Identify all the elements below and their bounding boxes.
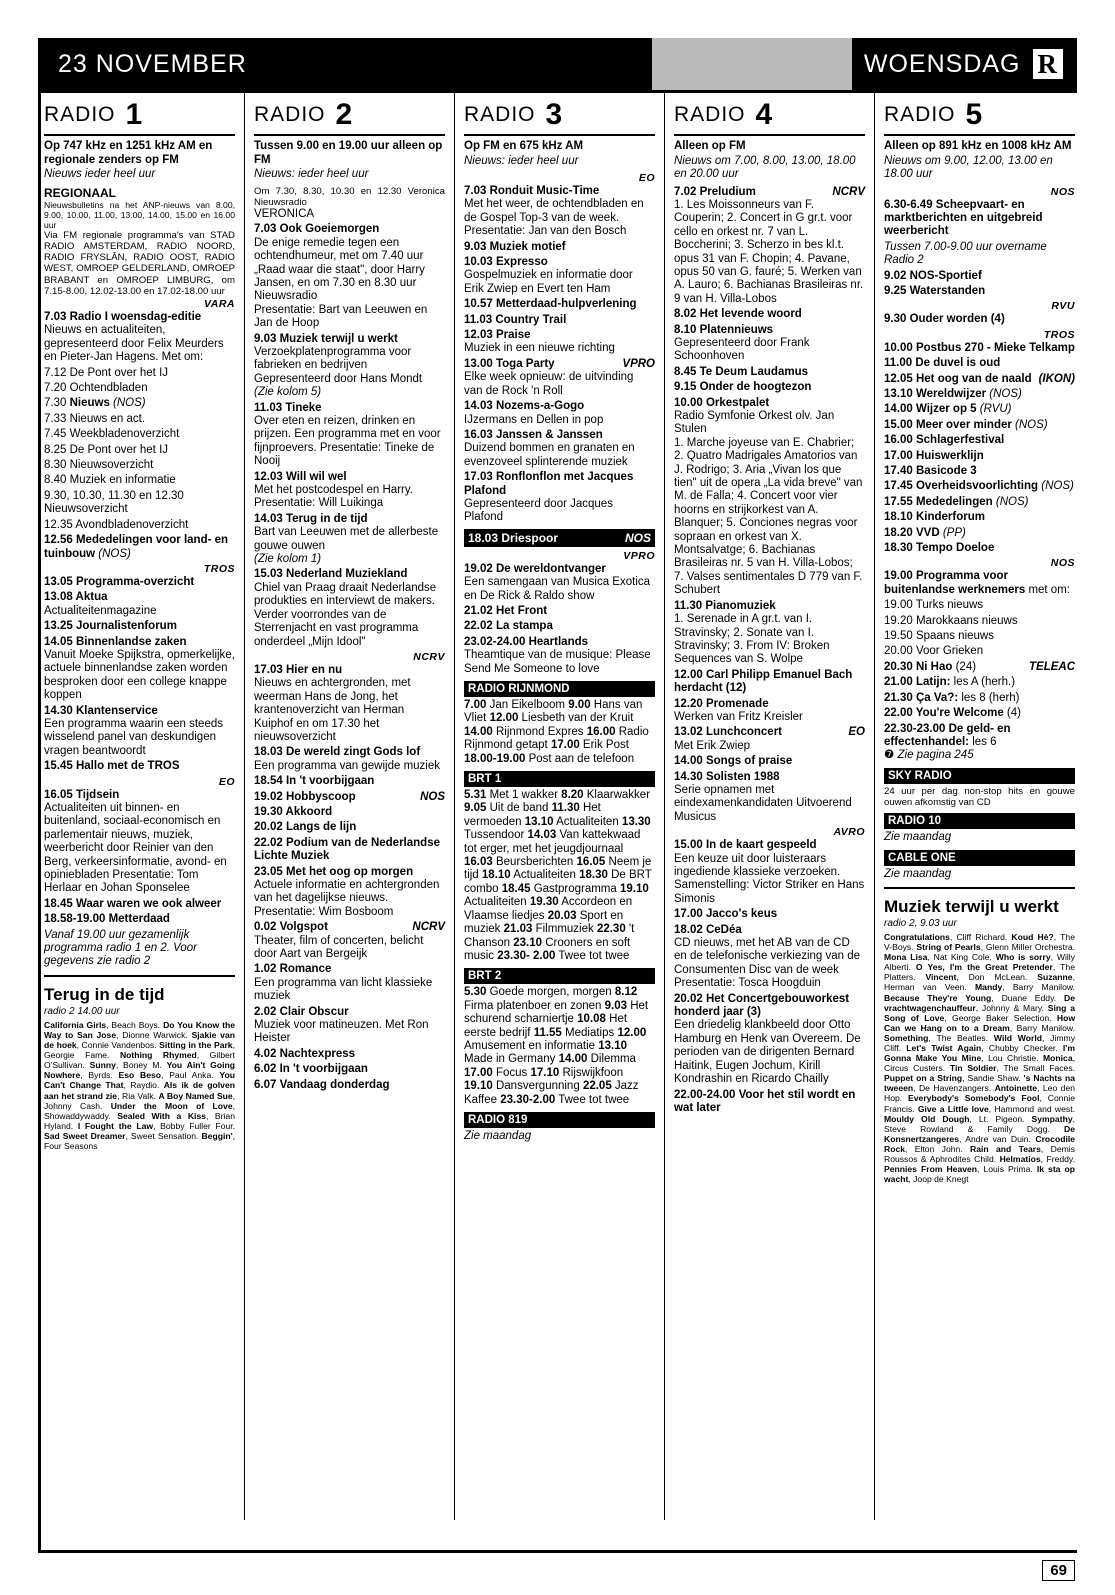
header-logo: R bbox=[1033, 49, 1064, 79]
program-entry: 11.03 Country Trail bbox=[464, 313, 567, 326]
program-entry: 13.00 Toga Party VPRO Elke week opnieuw: de uitvinding van de Rock 'n Roll bbox=[464, 357, 655, 397]
program-entry: 14.05 Binnenlandse zaken Vanuit Moeke Spijkstra, opmerkelijke, actuele binnenlandse zaken worden besproken door een college knappe koppen bbox=[44, 635, 235, 702]
station-number: 2 bbox=[335, 98, 353, 131]
program-entry: 14.30 Klantenservice Een programma waarin een steeds wisselend panel van deskundigen vragen beantwoordt bbox=[44, 704, 223, 757]
broadcaster-label: TROS bbox=[1043, 328, 1075, 341]
station-rule bbox=[44, 134, 235, 136]
program-entry: 22.00-24.00 Voor het stil wordt en wat later bbox=[674, 1088, 856, 1114]
program-entry: 9.03 Muziek motief bbox=[464, 240, 566, 253]
program-entry: 20.30 Ni Hao (24) TELEAC bbox=[884, 660, 1075, 673]
program-entry: 7.45 Weekbladenoverzicht bbox=[44, 428, 180, 441]
station-header-5 bbox=[884, 93, 1075, 134]
program-entry: 12.56 Mededelingen voor land- en tuinbouw (NOS) bbox=[44, 534, 229, 560]
small-note: Om 7.30, 8.30, 10.30 en 12.30 Veronica Nieuwsradio bbox=[254, 185, 445, 208]
program-entry: 10.03 Expresso Gospelmuziek en informatie door Erik Zwiep en Evert ten Ham bbox=[464, 256, 633, 295]
program-entry: 11.00 De duvel is oud bbox=[884, 357, 1001, 370]
program-entry: VERONICA bbox=[254, 207, 315, 220]
header-gray-block bbox=[652, 38, 852, 90]
broadcaster-label: VPRO bbox=[623, 549, 655, 562]
station-name: RADIO bbox=[44, 103, 116, 126]
program-entry: 15.00 Meer over minder (NOS) bbox=[884, 418, 1048, 431]
program-entry: 12.00 Carl Philipp Emanuel Bach herdacht (12) bbox=[674, 668, 853, 695]
fine-print-list: California Girls, Beach Boys. Do You Know the Way to San Jose, Dionne Warwick. Sjakie van de hoek, Connie Vandenbos. Sitting in the Park, Georgie Fame. Nothing Rhymed, Gilbert O'Sullivan. Sunny, Boney M. You Ain't Going Nowhere, Byrds. Eso Beso, Paul Anka. You Can't Change That, Raydio. Als ik de golven aan het strand zie, Ria Valk. A Boy Named Sue, Johnny Cash. Under the Moon of Love, Showaddywaddy. Sealed With a Kiss, Brian Hyland. I Fought the Law, Bobby Fuller Four. Sad Sweet Dreamer, Sweet Sensation. Beggin', Four Seasons bbox=[44, 1019, 236, 1151]
news-schedule: Nieuws om 9.00, 12.00, 13.00 en 18.00 uur bbox=[884, 154, 1053, 180]
program-entry: 18.45 Waar waren we ook alweer bbox=[44, 897, 222, 910]
frequency-info: Op 747 kHz en 1251 kHz AM en regionale zenders op FM bbox=[44, 140, 213, 166]
news-schedule: Nieuws: ieder heel uur bbox=[464, 154, 579, 167]
frequency-info: Alleen op 891 kHz en 1008 kHz AM bbox=[884, 140, 1072, 152]
program-entry: 6.30-6.49 Scheepvaart- en marktberichten en uitgebreid weerbericht bbox=[884, 198, 1043, 238]
program-entry: 10.00 Postbus 270 - Mieke Telkamp bbox=[884, 341, 1075, 354]
program-entry: 18.54 In 't voorbijgaan bbox=[254, 775, 375, 788]
program-entry: 19.02 De wereldontvanger Een samengaan van Musica Exotica en De Rick & Raldo show bbox=[464, 562, 651, 602]
broadcaster-label: NOS bbox=[1050, 557, 1075, 570]
program-entry: 14.03 Nozems-a-Gogo IJzermans en Dellen in pop bbox=[464, 400, 604, 426]
small-note: 24 uur per dag non-stop hits en gouwe ouwen afkomstig van CD bbox=[884, 785, 1075, 808]
program-entry: 18.03 De wereld zingt Gods lof Een programma van gewijde muziek bbox=[254, 746, 441, 772]
program-entry: 21.02 Het Front bbox=[464, 604, 548, 617]
header-day: WOENSDAG bbox=[863, 49, 1021, 78]
station-rule bbox=[254, 134, 445, 136]
radio-column-3 bbox=[455, 93, 665, 1520]
broadcaster-label: NCRV bbox=[413, 650, 445, 663]
station-subheading: BRT 1 bbox=[464, 771, 655, 787]
program-entry: 19.00 Programma voor buitenlandse werknemers met om: bbox=[884, 570, 1070, 596]
program-entry: 9.30, 10.30, 11.30 en 12.30 Nieuwsoverzicht bbox=[44, 489, 184, 516]
program-entry: 0.02 Volgspot NCRV Theater, film of concerten, belicht door Aart van Bergeijk bbox=[254, 921, 445, 961]
program-entry: 23.02-24.00 Heartlands Theamtique van de musique: Please Send Me Someone to love bbox=[464, 635, 651, 675]
program-entry: 6.02 In 't voorbijgaan bbox=[254, 1063, 368, 1076]
program-entry: 12.35 Avondbladenoverzicht bbox=[44, 518, 189, 531]
note-italic: Vanaf 19.00 uur gezamenlijk programma radio 1 en 2. Voor gegevens zie radio 2 bbox=[44, 928, 197, 968]
program-entry: 16.00 Schlagerfestival bbox=[884, 434, 1005, 447]
station-subheading: SKY RADIO bbox=[884, 768, 1075, 784]
program-entry: 9.15 Onder de hoogtezon bbox=[674, 381, 812, 394]
program-entry: 14.03 Terug in de tijd Bart van Leeuwen met de allerbeste gouwe ouwen (Zie kolom 1) bbox=[254, 512, 439, 566]
radio-column-1 bbox=[38, 93, 245, 1520]
program-entry: 1.02 Romance Een programma van licht klassieke muziek bbox=[254, 963, 433, 1003]
program-entry: 19.30 Akkoord bbox=[254, 805, 333, 818]
news-schedule: Nieuws om 7.00, 8.00, 13.00, 18.00 en 20.00 uur bbox=[674, 154, 856, 180]
radio-column-4 bbox=[665, 93, 875, 1520]
program-entry: 15.45 Hallo met de TROS bbox=[44, 760, 180, 773]
broadcaster-label: RVU bbox=[1051, 300, 1075, 313]
program-entry: 20.00 Voor Grieken bbox=[884, 645, 984, 658]
program-entry: 17.03 Hier en nu Nieuws en achtergronden, met weerman Hans de Jong, het krantenoverzicht van Herman Kuiphof en om 17.30 het nieuwsoverzicht bbox=[254, 663, 411, 743]
page-header bbox=[38, 38, 1077, 90]
program-entry: 15.03 Nederland Muziekland Chiel van Praag draait Nederlandse produkties en interviewt de makers. Verder voorrondes van de Sterrenjacht en vast programma onderdeel „Mijn Idool" bbox=[254, 568, 437, 648]
station-number: 3 bbox=[545, 98, 563, 131]
station-header-4 bbox=[674, 93, 865, 134]
program-entry: 6.07 Vandaag donderdag bbox=[254, 1078, 390, 1091]
fine-print-list: Congratulations, Cliff Richard. Koud Hè?, The V-Boys. String of Pearls, Glenn Miller Orchestra. Mona Lisa, Nat King Cole. Who is sorry, Willy Alberti. O Yes, I'm the Great Pretender, The Platters. Vincent, Don McLean. Suzanne, Herman van Veen. Mandy, Barry Manilow. Because They're Young, Duane Eddy. De vrachtwagenchauffeur, Johnny & Mary. Sing a Song of Love, George Baker Selection. How Can we Hang on to a Dream, Barry Manilow. Something, The Beatles. Wild World, Jimmy Cliff. Let's Twist Again, Chubby Checker. I'm Gonna Make You Mine, Lou Christie. Monica, Circus Custers. Tin Soldier, The Small Faces. Puppet on a String, Sandie Shaw. 's Nachts na tweeen, De Havenzangers. Antoinette, Leo den Hop. Everybody's Somebody's Fool, Connie Francis. Give a Little love, Hammond and west. Mouldy Old Dough, Lt. Pigeon. Sympathy, Steve Rowland & Family Dogg. De Konsnertzangeres, Andre van Duin. Crocodile Rock, Elton John. Rain and Tears, Demis Roussos & Aphrodites Child. Helmatios, Freddy. Pennies From Heaven, Louis Prima. Ik sta op wacht, Joop de Knegt bbox=[884, 931, 1076, 1185]
broadcaster-label: EO bbox=[218, 775, 235, 788]
note-italic: Zie maandag bbox=[464, 1129, 532, 1142]
station-name: RADIO bbox=[884, 103, 956, 126]
news-schedule: Nieuws ieder heel uur bbox=[44, 168, 156, 180]
program-entry: 18.20 VVD (PP) bbox=[884, 526, 966, 539]
program-entry: 19.20 Marokkaans nieuws bbox=[884, 614, 1018, 627]
station-subheading: RADIO RIJNMOND bbox=[464, 681, 655, 697]
station-subheading: RADIO 10 bbox=[884, 813, 1075, 829]
program-entry: 19.50 Spaans nieuws bbox=[884, 630, 994, 643]
station-rule bbox=[674, 134, 865, 136]
program-entry: 13.05 Programma-overzicht bbox=[44, 575, 195, 588]
small-note: Via FM regionale programma's van STAD RADIO AMSTERDAM, RADIO NOORD, RADIO FRYSLÂN, RADIO OOST, RADIO WEST, OMROEP GELDERLAND, OMROEP BRABANT en OMROEP LIMBURG, om 7.15-8.00, 12.02-13.00 en 17.02-18.00 uur bbox=[44, 229, 235, 297]
program-entry: 8.40 Muziek en informatie bbox=[44, 474, 176, 487]
program-entry: 9.02 NOS-Sportief bbox=[884, 269, 982, 282]
feature-heading: Terug in de tijd bbox=[44, 984, 165, 1004]
program-entry: 12.03 Will wil wel Met het postcodespel en Harry. Presentatie: Will Luikinga bbox=[254, 470, 413, 510]
program-entry: 9.03 Muziek terwijl u werkt Verzoekplatenprogramma voor fabrieken en bedrijven Gepresenteerd door Hans Mondt (Zie kolom 5) bbox=[254, 332, 423, 399]
program-entry: 20.02 Het Concertgebouworkest honderd jaar (3) Een driedelig klankbeeld door Otto Hamburg en Henk van Overeem. De perioden van de dirigenten Bernard Haitink, Eugen Jochum, Kirill Kondrashin en Ricardo Chailly bbox=[674, 992, 861, 1086]
program-entry: 17.40 Basicode 3 bbox=[884, 465, 977, 477]
frequency-info: Alleen op FM bbox=[674, 140, 746, 152]
highlight-broadcaster: NOS bbox=[624, 530, 651, 545]
frequency-info: Tussen 9.00 en 19.00 uur alleen op FM bbox=[254, 140, 443, 166]
station-rule bbox=[464, 134, 655, 136]
radio-column-2 bbox=[245, 93, 455, 1520]
program-entry: 18.58-19.00 Metterdaad bbox=[44, 913, 170, 926]
program-entry: 5.31 Met 1 wakker 8.20 Klaarwakker 9.05 Uit de band 11.30 Het vermoeden 13.10 Actualiteiten 13.30 Tussendoor 14.03 Van kattekwaad tot erger, met het jeugdjournaal 16.03 Beursberichten 16.05 Neem je tijd 18.10 Actualiteiten 18.30 De BRT combo 18.45 Gastprogramma 19.10 Actualiteiten 19.30 Accordeon en Vlaamse liedjes 20.03 Sport en muziek 21.03 Filmmuziek 22.30 't Chanson 23.10 Crooners en soft music 23.30- 2.00 Twee tot twee bbox=[464, 789, 652, 962]
program-entry: 21.00 Latijn: les A (herh.) bbox=[884, 676, 1016, 689]
program-entry: 7.03 Ook Goeiemorgen De enige remedie tegen een ochtendhumeur, met om 7.40 uur „Raad waar die staat", door Harry Jansen, en om 7.30 en 8.30 uur Nieuwsradio Presentatie: Bart van Leeuwen en Jan de Hoop bbox=[254, 223, 428, 330]
program-entry: 7.03 Radio I woensdag-editie Nieuws en actualiteiten, gepresenteerd door Felix Meurders en Pieter-Jan Hagens. Met om: bbox=[44, 311, 224, 364]
program-entry: 23.05 Met het oog op morgen Actuele informatie en achtergronden van het dagelijkse nieuws. Presentatie: Wim Bosboom bbox=[254, 865, 440, 918]
program-entry: 7.33 Nieuws en act. bbox=[44, 412, 146, 425]
program-entry: 15.00 In de kaart gespeeld Een keuze uit door luisteraars ingediende klassieke verzoeken. Samenstelling: Victor Striker en Hans Simonis bbox=[674, 839, 865, 905]
program-entry: 7.30 Nieuws (NOS) bbox=[44, 397, 146, 410]
broadcaster-label: EO bbox=[638, 172, 655, 184]
program-entry: 17.00 Huiswerklijn bbox=[884, 449, 984, 462]
program-entry: 17.00 Jacco's keus bbox=[674, 908, 778, 921]
program-entry: 13.08 Aktua Actualiteitenmagazine bbox=[44, 591, 157, 617]
broadcaster-label: VARA bbox=[204, 298, 235, 310]
radio-columns bbox=[38, 90, 1077, 1520]
program-entry: 22.00 You're Welcome (4) bbox=[884, 707, 1021, 720]
station-subheading: CABLE ONE bbox=[884, 850, 1075, 866]
program-entry: 11.03 Tineke Over eten en reizen, drinken en prijzen. Een programma met en voor fijnproevers. Presentatie: Tineke de Nooij bbox=[254, 401, 441, 468]
program-entry: 12.03 Praise Muziek in een nieuwe richting bbox=[464, 329, 615, 355]
feature-divider bbox=[44, 975, 235, 977]
station-name: RADIO bbox=[254, 103, 326, 126]
program-entry: 8.30 Nieuwsoverzicht bbox=[44, 459, 154, 472]
program-entry: 17.45 Overheidsvoorlichting (NOS) bbox=[884, 480, 1074, 493]
program-entry: 8.45 Te Deum Laudamus bbox=[674, 365, 808, 378]
program-entry: 11.30 Pianomuziek 1. Serenade in A gr.t. van I. Stravinsky; 2. Sonate van I. Stravinsky; 3. From IV: Broken Sequences van S. Wolpe bbox=[674, 599, 830, 666]
program-entry: 14.00 Songs of praise bbox=[674, 755, 793, 768]
program-entry: 18.10 Kinderforum bbox=[884, 511, 985, 524]
feature-subheading: radio 2, 9.03 uur bbox=[884, 917, 957, 929]
program-entry: 10.57 Metterdaad-hulpverlening bbox=[464, 298, 637, 311]
station-name: RADIO bbox=[464, 103, 536, 126]
feature-subheading: radio 2 14.00 uur bbox=[44, 1005, 120, 1017]
program-entry: 13.25 Journalistenforum bbox=[44, 620, 177, 633]
program-entry: 17.55 Mededelingen (NOS) bbox=[884, 495, 1029, 508]
program-entry: 7.20 Ochtendbladen bbox=[44, 382, 148, 395]
broadcaster-label: AVRO bbox=[833, 826, 865, 839]
radio-column-5 bbox=[875, 93, 1077, 1520]
feature-divider bbox=[884, 887, 1075, 889]
station-subheading: BRT 2 bbox=[464, 968, 655, 984]
feature-heading: Muziek terwijl u werkt bbox=[884, 896, 1059, 916]
program-entry: 7.00 Jan Eikelboom 9.00 Hans van Vliet 12.00 Liesbeth van der Kruit 14.00 Rijnmond Expres 16.00 Radio Rijnmond getapt 17.00 Erik Post 18.00-19.00 Post aan de telefoon bbox=[464, 699, 649, 765]
program-entry: 9.25 Waterstanden bbox=[884, 284, 986, 297]
program-entry: 10.00 Orkestpalet Radio Symfonie Orkest olv. Jan Stulen 1. Marche joyeuse van E. Chabrier; 2. Quatro Madrigales Amatorios van J. Rodrigo; 3. Aria „Vivan los que tien" uit de opera „La vida breve" van M. de Falla; 4. Concert voor vier hoorns en strijkorkest van A. Blanquer; 5. Conciones negras voor sopraan en orkest van X. Montsalvatge; 6. Bachianas Brasileiras nr. 5 van H. Villa-Lobos; 7. Valses sentimentales D 779 van F. Schubert bbox=[674, 396, 863, 597]
program-entry: 5.30 Goede morgen, morgen 8.12 Firma platenboer en zonen 9.03 Het schurend scharniertje 10.08 Het eerste bedrijf 11.55 Mediatips 12.00 Amusement en informatie 13.10 Made in Germany 14.00 Dilemma 17.00 Focus 17.10 Rijswijkfoon 19.10 Dansvergunning 22.05 Jazz Kaffee 23.30-2.00 Twee tot twee bbox=[464, 986, 649, 1106]
station-rule bbox=[884, 134, 1075, 136]
program-entry: 18.30 Tempo Doeloe bbox=[884, 542, 995, 555]
program-entry: 22.30-23.00 De geld- en effectenhandel: les 6 ❼ Zie pagina 245 bbox=[884, 722, 1011, 762]
program-entry: 18.02 CeDéa CD nieuws, met het AB van de CD en de telefonische verkiezing van de Consumenten Disc van de week Presentatie: Tosca Hoogduin bbox=[674, 923, 861, 990]
station-number: 4 bbox=[755, 98, 773, 131]
news-schedule: Nieuws: ieder heel uur bbox=[254, 168, 369, 180]
highlight-title: 18.03 Driespoor bbox=[468, 530, 559, 545]
program-entry: 22.02 La stampa bbox=[464, 620, 553, 633]
program-entry: 16.05 Tijdsein Actualiteiten uit binnen- en buitenland, sociaal-economisch en parlementair nieuws, muziek, weerbericht door Reinier van den Berg, verkeersinformatie, avond- en opiniebladen Presentatie: Tom Herlaar en Johan Sponselee bbox=[44, 788, 227, 895]
program-entry: 17.03 Ronflonflon met Jacques Plafond Gepresenteerd door Jacques Plafond bbox=[464, 471, 634, 524]
program-entry: 9.30 Ouder worden (4) bbox=[884, 313, 1005, 326]
program-entry: 7.12 De Pont over het IJ bbox=[44, 366, 169, 379]
program-entry: 13.10 Wereldwijzer (NOS) bbox=[884, 387, 1022, 400]
program-entry: 14.30 Solisten 1988 Serie opnamen met eindexamenkandidaten Uitvoerend Musicus bbox=[674, 770, 852, 823]
station-name: RADIO bbox=[674, 103, 746, 126]
program-entry: 13.02 Lunchconcert EO Met Erik Zwiep bbox=[674, 726, 865, 752]
note-italic: Zie maandag bbox=[884, 867, 952, 880]
frequency-info: Op FM en 675 kHz AM bbox=[464, 140, 584, 152]
program-entry: 22.02 Podium van de Nederlandse Lichte Muziek bbox=[254, 836, 440, 863]
station-number: 5 bbox=[965, 98, 983, 131]
station-subheading: RADIO 819 bbox=[464, 1112, 655, 1128]
highlight-program bbox=[464, 529, 655, 547]
program-entry: 12.20 Promenade Werken van Fritz Kreisler bbox=[674, 697, 803, 723]
note-italic: Zie maandag bbox=[884, 831, 952, 844]
station-header-3 bbox=[464, 93, 655, 134]
program-entry: 12.05 Het oog van de naald (IKON) bbox=[884, 372, 1075, 385]
header-date: 23 NOVEMBER bbox=[38, 38, 652, 90]
section-subhead: REGIONAAL bbox=[44, 185, 116, 200]
broadcaster-label: NOS bbox=[1050, 185, 1075, 198]
program-entry: 7.03 Ronduit Music-Time Met het weer, de ochtendbladen en de Gospel Top-3 van de week. Presentatie: Jan van den Bosch bbox=[464, 185, 644, 238]
program-entry: 14.00 Wijzer op 5 (RVU) bbox=[884, 403, 1012, 416]
program-entry: 7.02 Preludium NCRV 1. Les Moissonneurs van F. Couperin; 2. Concert in G gr.t. voor cello en orkest nr. 7 van L. Boccherini; 3. Scherzo in bes kl.t. opus 31 van F. Chopin; 4. Pavane, opus 50 van G. fauré; 5. Werken van A. Lauro; 6. Bachianas Brasileiras nr. 9 van H. Villa-Lobos bbox=[674, 185, 865, 305]
program-entry: 16.03 Janssen & Janssen Duizend bommen en granaten en evenzoveel splinterende muziek bbox=[464, 428, 635, 468]
header-day-block bbox=[852, 38, 1077, 90]
program-entry: 4.02 Nachtexpress bbox=[254, 1047, 356, 1060]
broadcaster-label: TROS bbox=[203, 562, 235, 575]
station-header-2 bbox=[254, 93, 445, 134]
program-entry: 2.02 Clair Obscur Muziek voor matineuzen. Met Ron Heister bbox=[254, 1005, 429, 1045]
program-entry: 21.30 Ça Va?: les 8 (herh) bbox=[884, 691, 1020, 704]
program-entry: 20.02 Langs de lijn bbox=[254, 821, 357, 834]
program-entry: 8.10 Platennieuws Gepresenteerd door Frank Schoonhoven bbox=[674, 323, 810, 363]
page-number: 69 bbox=[1042, 1560, 1075, 1581]
program-entry: 8.02 Het levende woord bbox=[674, 308, 802, 321]
program-entry: 8.25 De Pont over het IJ bbox=[44, 443, 169, 456]
note-italic: Tussen 7.00-9.00 uur overname Radio 2 bbox=[884, 240, 1047, 267]
station-number: 1 bbox=[125, 98, 143, 131]
program-entry: 19.02 Hobbyscoop NOS bbox=[254, 790, 445, 803]
fine-print-list: Nieuwsbulletins na het ANP-nieuws van 8.00, 9.00, 10.00, 11.00, 13.00, 14.00, 15.00 en 16.00 uur bbox=[44, 199, 235, 230]
station-header-1 bbox=[44, 93, 235, 134]
page-bottom-rule bbox=[38, 1550, 1077, 1553]
program-entry: 19.00 Turks nieuws bbox=[884, 599, 984, 612]
